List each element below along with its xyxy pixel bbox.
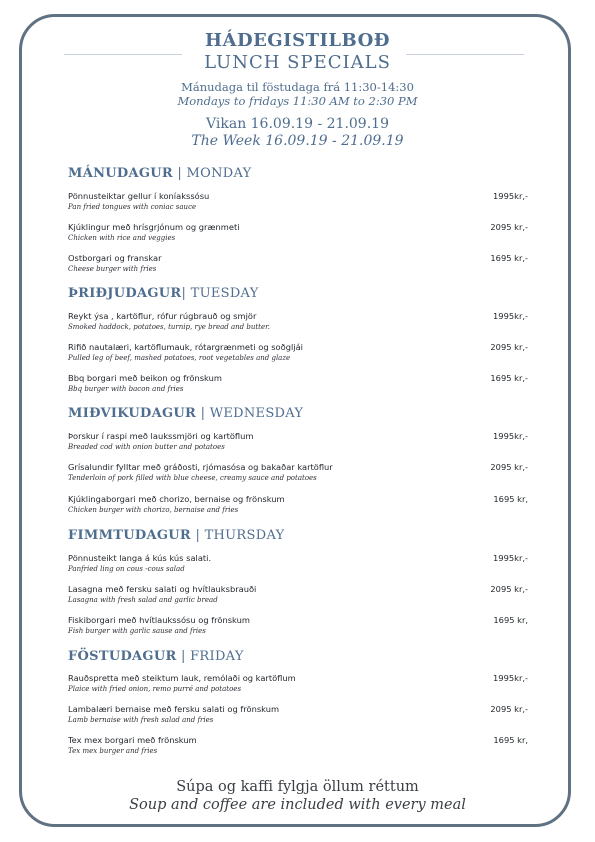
dish-price: 1995kr,- [493,311,528,321]
day-name-english: WEDNESDAY [209,406,304,421]
dish-description: Lasagna with fresh salad and garlic bread [68,596,218,604]
dish-price: 1995kr,- [493,553,528,563]
day-separator: | [176,649,191,664]
dish-name: Bbq borgari með beikon og frönskum [68,373,222,383]
day-heading [68,286,528,302]
dish-price: 1695 kr,- [490,253,528,263]
menu-item [68,342,528,363]
menu-footer [0,778,595,814]
dish-name: Rauðspretta með steiktum lauk, remólaði og kartöflum [68,673,296,683]
menu-item [68,222,528,243]
day-section-tuesday [68,286,528,393]
dish-price: 1695 kr,- [490,373,528,383]
day-separator: | [191,528,205,543]
day-separator: | [173,166,187,181]
menu-item [68,431,528,452]
dish-price: 1695 kr, [493,735,528,745]
menu-item [68,584,528,605]
day-name-icelandic: MIÐVIKUDAGUR [68,406,197,421]
day-heading [68,406,528,422]
dish-name: Rifið nautalæri, kartöflumauk, rótargrænmeti og soðgljái [68,342,303,352]
footer-icelandic: Súpa og kaffi fylgja öllum réttum [176,779,419,795]
dish-name: Grísalundir fylltar með gráðosti, rjómasósa og bakaðar kartöflur [68,462,333,472]
dish-price: 2095 kr,- [490,704,528,714]
dish-description: Tenderloin of pork filled with blue cheese, creamy sauce and potatoes [68,474,317,482]
dish-price: 1995kr,- [493,431,528,441]
dish-name: Tex mex borgari með frönskum [68,735,197,745]
dish-description: Pulled leg of beef, mashed potatoes, root vegetables and glaze [68,354,291,362]
dish-description: Plaice with fried onion, remo purré and potatoes [68,685,242,693]
title-english: LUNCH SPECIALS [204,52,391,73]
day-heading [68,166,528,182]
hours-icelandic: Mánudaga til föstudaga frá 11:30-14:30 [181,80,414,94]
menu-item [68,311,528,332]
dish-description: Panfried ling on cous -cous salad [68,565,185,573]
dish-name: Fiskiborgari með hvítlaukssósu og frönskum [68,615,250,625]
dish-name: Pönnusteikt langa á kús kús salati. [68,553,212,563]
day-name-english: MONDAY [186,166,252,181]
menu-item [68,673,528,694]
dish-description: Smoked haddock, potatoes, turnip, rye bread and butter. [68,323,270,331]
dish-price: 2095 kr,- [490,222,528,232]
dish-description: Pan fried tongues with coniac sauce [68,203,197,211]
day-name-icelandic: MÁNUDAGUR [68,166,173,181]
dish-price: 1695 kr, [493,615,528,625]
footer-english: Soup and coffee are included with every meal [129,797,466,813]
day-name-english: FRIDAY [190,649,244,664]
dish-description: Breaded cod with onion butter and potatoes [68,443,225,451]
day-section-thursday [68,528,528,635]
dish-name: Reykt ýsa , kartöflur, rófur rúgbrauð og smjör [68,311,257,321]
dish-price: 2095 kr,- [490,584,528,594]
dish-price: 1695 kr, [493,494,528,504]
day-heading [68,528,528,544]
week-icelandic: Vikan 16.09.19 - 21.09.19 [206,116,389,132]
week-english: The Week 16.09.19 - 21.09.19 [191,133,404,149]
day-heading [68,649,528,665]
day-section-wednesday [68,406,528,514]
dish-price: 2095 kr,- [490,462,528,472]
menu-item [68,704,528,725]
dish-description: Tex mex burger and fries [68,747,158,755]
day-separator: | [196,406,210,421]
dish-name: Þorskur í raspi með laukssmjöri og kartöflum [68,431,254,441]
dish-price: 1995kr,- [493,673,528,683]
dish-name: Lasagna með fersku salati og hvítlauksbrauði [68,584,257,594]
dish-description: Cheese burger with fries [68,265,157,273]
dish-name: Kjúklingaborgari með chorizo, bernaise og frönskum [68,494,285,504]
hours-english: Mondays to fridays 11:30 AM to 2:30 PM [177,94,418,108]
day-name-icelandic: ÞRIÐJUDAGUR [68,286,182,301]
menu-item [68,373,528,394]
dish-description: Fish burger with garlic sause and fries [68,627,206,635]
day-name-icelandic: FIMMTUDAGUR [68,528,192,543]
dish-price: 1995kr,- [493,191,528,201]
dish-description: Bbq burger with bacon and fries [68,385,184,393]
menu-item [68,494,528,515]
menu-item [68,253,528,274]
dish-price: 2095 kr,- [490,342,528,352]
menu-item [68,735,528,756]
menu-item [68,462,528,483]
day-section-friday [68,649,528,755]
menu-header [0,30,595,150]
title-icelandic: HÁDEGISTILBOÐ [204,30,391,51]
day-name-english: TUESDAY [190,286,259,301]
dish-name: Kjúklingur með hrísgrjónum og grænmeti [68,222,240,232]
day-section-monday [68,166,528,273]
dish-name: Ostborgari og franskar [68,253,162,263]
day-name-icelandic: FÖSTUDAGUR [68,649,177,664]
dish-description: Lamb bernaise with fresh salad and fries [68,716,214,724]
day-name-english: THURSDAY [204,528,285,543]
dish-name: Pönnusteiktar gellur í koníakssósu [68,191,210,201]
day-separator: | [181,286,191,301]
menu-item [68,553,528,574]
dish-description: Chicken with rice and veggies [68,234,176,242]
dish-name: Lambalæri bernaise með fersku salati og frönskum [68,704,280,714]
menu-item [68,191,528,212]
menu-item [68,615,528,636]
dish-description: Chicken burger with chorizo, bernaise and fries [68,506,239,514]
